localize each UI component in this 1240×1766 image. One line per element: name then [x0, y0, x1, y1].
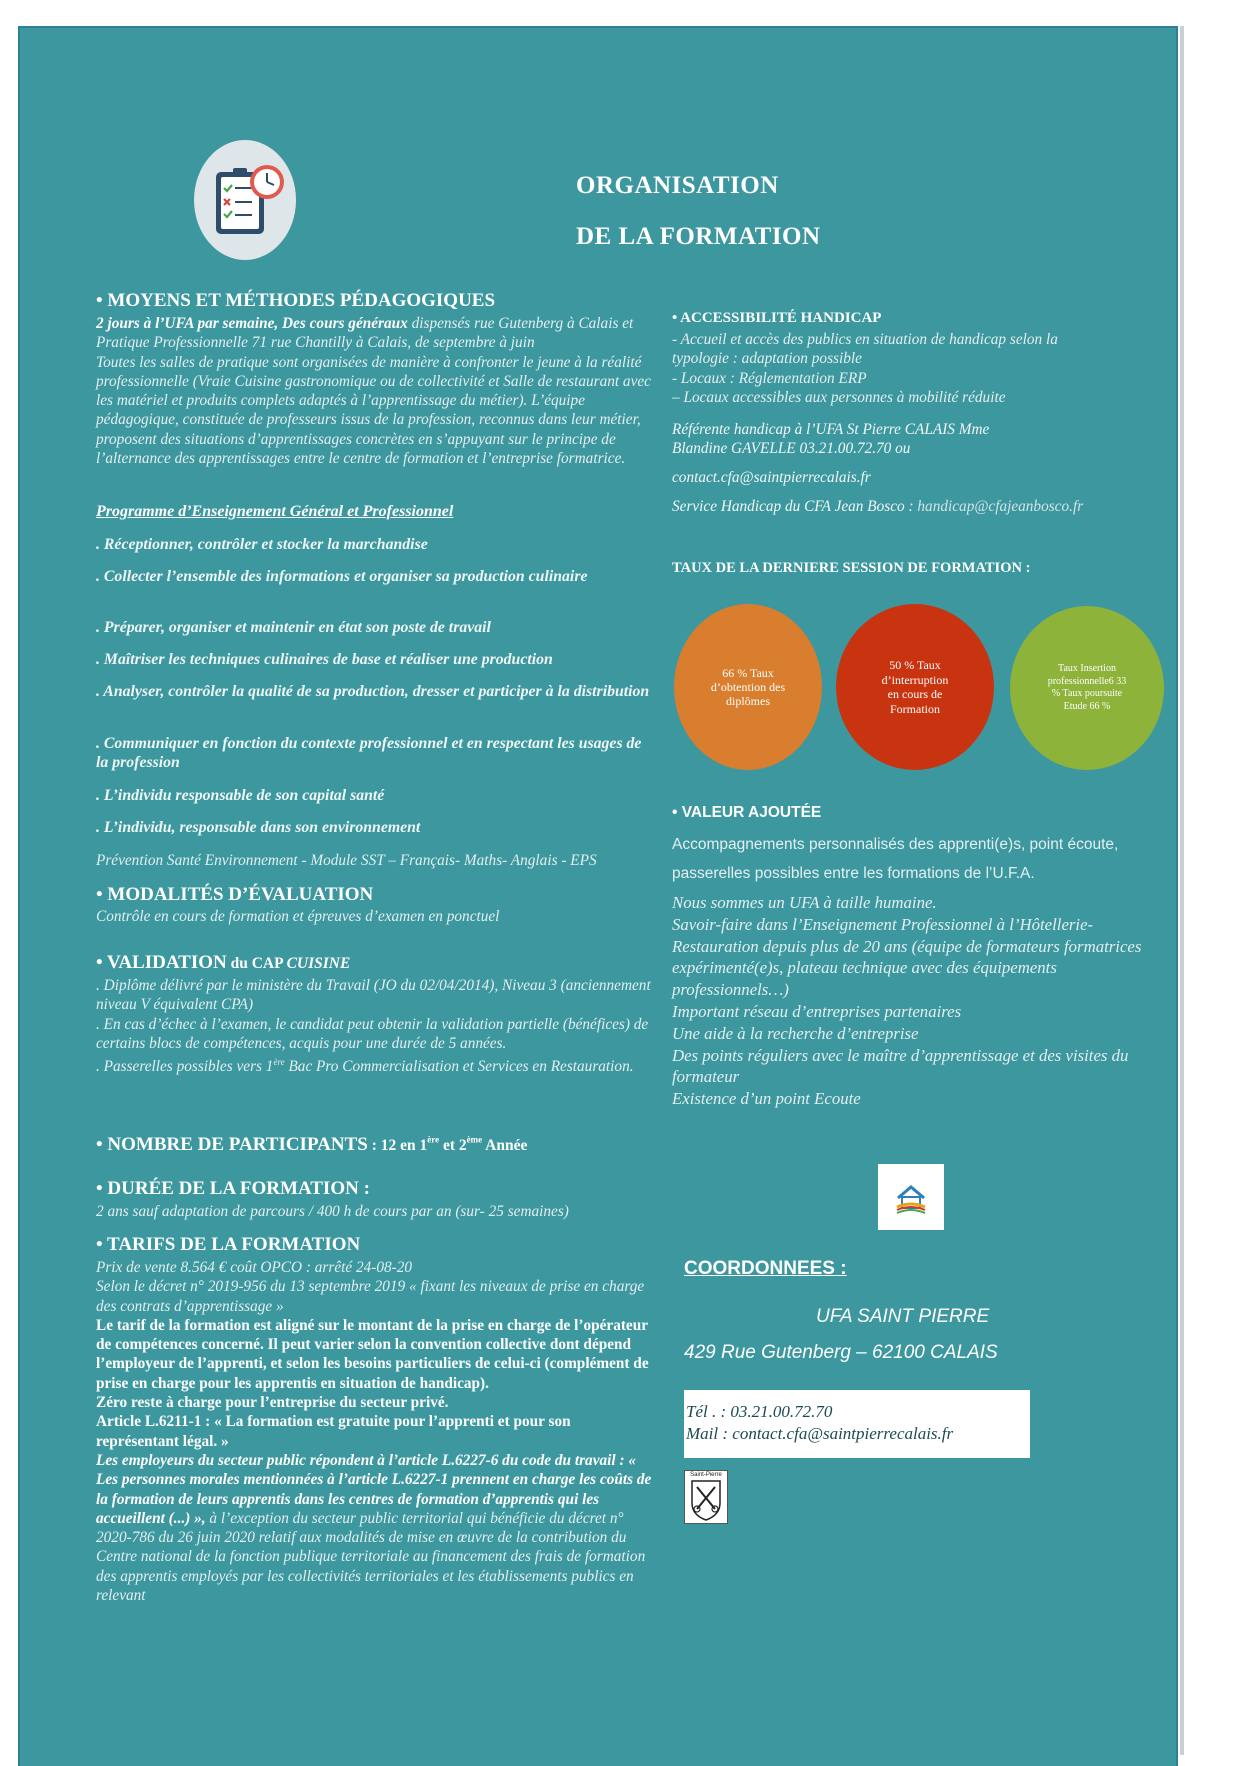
evaluation-heading: • MODALITÉS D’ÉVALUATION — [96, 884, 374, 905]
validation-passerelle-sup: ère — [273, 1057, 285, 1068]
contact-mail[interactable]: Mail : contact.cfa@saintpierrecalais.fr — [686, 1424, 954, 1443]
tarifs-line-2: Selon le décret n° 2019-956 du 13 septembre 2019 « fixant les niveaux de prise en charge des contrats d’apprentissage » — [96, 1278, 645, 1315]
page-title-line1: ORGANISATION — [576, 172, 779, 199]
panel-shadow — [1180, 26, 1184, 1755]
validation-text — [96, 976, 652, 1077]
tarifs-heading: • TARIFS DE LA FORMATION — [96, 1234, 361, 1255]
participants-sup1: ère — [427, 1134, 440, 1145]
validation-passerelle-pre: . Passerelles possibles vers 1 — [96, 1058, 274, 1076]
page-title-line2: DE LA FORMATION — [576, 223, 821, 250]
referente-text: Référente handicap à l’UFA St Pierre CALAIS Mme Blandine GAVELLE 03.21.00.72.70 ou — [672, 421, 990, 458]
crest-logo — [684, 1470, 728, 1524]
tarifs-bold-1: Le tarif de la formation est aligné sur le montant de la prise en charge de l’opérateur de compétences concerné. Il peut varier selon la convention collective dont dépend l’employeur de l’apprenti, et selon les besoins particuliers de celui-ci (complément de prise en charge pour les apprentis en situation de handicap). — [96, 1316, 649, 1392]
crest-label: Saint-Pierre — [690, 1472, 722, 1478]
programme-heading: Programme d’Enseignement Général et Professionnel — [96, 503, 454, 520]
valeur-item-2: Savoir-faire dans l’Enseignement Professionnel à l’Hôtellerie-Restauration depuis plus de 20 ans (équipe de formateurs formatrices expérimenté(e)s, plateau technique avec des équipements professionnels…) — [672, 914, 1142, 1000]
programme-item-6: . Communiquer en fonction du contexte professionnel et en respectant les usages de la profession — [96, 735, 642, 771]
valeur-item-4: Une aide à la recherche d’entreprise — [672, 1023, 919, 1043]
taux-circle-insertion — [1010, 606, 1164, 770]
tarifs-bold-2: Zéro reste à charge pour l’entreprise du secteur privé. — [96, 1394, 449, 1412]
taux-circle-interruption — [836, 604, 994, 770]
valeur-heading: • VALEUR AJOUTÉE — [672, 804, 822, 821]
evaluation-text: Contrôle en cours de formation et épreuves d’examen en ponctuel — [96, 908, 500, 925]
moyens-body: Toutes les salles de pratique sont organisées de manière à confronter le jeune à la réalité professionnelle (Vraie Cuisine gastronomique ou de collectivité et Salle de restaurant avec les matériel et produits complets adaptés à l’apprentissage du métier). L’équipe pédagogique, constituée de professeurs issus de la profession, reconnus dans leur métier, proposent des situations d’apprentissages concrètes en s’appuyant sur le principe de l’alternance des apprentissages entre le centre de formation et l’entreprise formatrice. — [96, 353, 651, 468]
contact-tel[interactable]: Tél . : 03.21.00.72.70 — [686, 1402, 833, 1421]
moyens-heading: • MOYENS ET MÉTHODES PÉDAGOGIQUES — [96, 290, 496, 311]
programme-item-4: . Maîtriser les techniques culinaires de base et réaliser une production — [96, 651, 553, 668]
programme-item-1: . Réceptionner, contrôler et stocker la marchandise — [96, 536, 428, 553]
participants-heading — [96, 1134, 527, 1156]
service-handicap — [672, 498, 1083, 516]
programme-item-3: . Préparer, organiser et maintenir en état son poste de travail — [96, 619, 491, 636]
duree-heading-text: • DURÉE DE LA FORMATION — [96, 1178, 359, 1199]
validation-heading-du: du CAP — [226, 955, 287, 972]
accessibilite-text — [672, 330, 1102, 407]
validation-line-1: . Diplôme délivré par le ministère du Travail (JO du 02/04/2014), Niveau 3 (anciennement niveau V équivalent CPA) — [96, 977, 651, 1014]
duree-heading — [96, 1178, 370, 1200]
validation-heading-main: • VALIDATION — [96, 952, 227, 973]
valeur-item-1: Nous sommes un UFA à taille humaine. — [672, 893, 937, 912]
tarifs-bold-4: Les employeurs du secteur public répondent à l’article L.6227-6 du code du travail : « Les personnes morales mentionnées à l’article L.6227-1 prennent en charge les coûts de la formation de leurs apprentis dans les centres de formation d’apprentis qui les accueillent (...) », — [96, 1451, 652, 1527]
tarifs-rest: à l’exception du secteur public territorial qui bénéficie du décret n° 2020-786 du 26 juin 2020 relatif aux modalités de mise en œuvre de la contribution du Centre national de la fonction publique territoriale au financement des frais de formation des apprentis employés par les collectivités territoriales et les établissements publics en relevant — [96, 1509, 646, 1605]
house-logo-icon — [878, 1164, 944, 1230]
moyens-lead-rest: dispensés rue Gutenberg à Calais et Pratique Professionnelle 71 rue Chantilly à Calais, de septembre à juin — [96, 315, 634, 352]
referente-email[interactable]: contact.cfa@saintpierrecalais.fr — [672, 469, 871, 486]
participants-pre: : 12 en 1 — [367, 1137, 428, 1154]
duree-text: 2 ans sauf adaptation de parcours / 400 h de cours par an (sur- 25 semaines) — [96, 1203, 569, 1220]
service-handicap-label: Service Handicap du CFA Jean Bosco : — [672, 498, 918, 515]
tarifs-bold-3: Article L.6211-1 : « La formation est gratuite pour l’apprenti et pour son représentant légal. » — [96, 1413, 571, 1450]
accessibilite-line-1: - Accueil et accès des publics en situation de handicap selon la typologie : adaptation possible — [672, 331, 1058, 368]
contact-box — [684, 1390, 1030, 1458]
validation-passerelle-post: Bac Pro Commercialisation et Services en Restauration. — [284, 1058, 634, 1076]
coordonnees-address: 429 Rue Gutenberg – 62100 CALAIS — [684, 1342, 998, 1363]
valeur-item-6: Existence d’un point Ecoute — [672, 1089, 861, 1109]
taux-heading: TAUX DE LA DERNIERE SESSION DE FORMATION : — [672, 560, 1031, 576]
valeur-item-3: Important réseau d’entreprises partenaires — [672, 1001, 962, 1021]
validation-heading — [96, 952, 350, 974]
moyens-text — [96, 314, 652, 468]
duree-colon: : — [358, 1178, 370, 1199]
validation-line-2: . En cas d’échec à l’examen, le candidat peut obtenir la validation partielle (bénéfices) de certains blocs de compétences, acquis pour une durée de 5 années. — [96, 1015, 649, 1052]
validation-heading-em: CUISINE — [286, 955, 351, 972]
tarifs-line-1: Prix de vente 8.564 € coût OPCO : arrêté 24-08-20 — [96, 1259, 413, 1276]
participants-sup2: ème — [466, 1134, 483, 1145]
tarifs-text — [96, 1258, 652, 1605]
taux-circle-insertion-text: Taux Insertion professionnelle6 33 % Taux poursuite Etude 66 % — [1047, 663, 1127, 712]
valeur-item-5: Des points réguliers avec le maître d’apprentissage et des visites du formateur — [672, 1045, 1129, 1087]
taux-circle-diplomes — [674, 604, 822, 770]
accessibilite-heading: • ACCESSIBILITÉ HANDICAP — [672, 310, 882, 326]
moyens-lead-bold: 2 jours à l’UFA par semaine, Des cours généraux — [96, 315, 408, 332]
coordonnees-name: UFA SAINT PIERRE — [816, 1306, 990, 1327]
programme-footer: Prévention Santé Environnement - Module SST – Français- Maths- Anglais - EPS — [96, 852, 597, 869]
valeur-list — [672, 892, 1152, 1110]
service-handicap-email[interactable]: handicap@cfajeanbosco.fr — [917, 498, 1084, 515]
programme-item-7: . L’individu responsable de son capital santé — [96, 787, 385, 804]
valeur-intro: Accompagnements personnalisés des apprenti(e)s, point écoute, passerelles possibles entre les formations de l’U.F.A. — [672, 836, 1119, 882]
checklist-clock-icon — [194, 140, 296, 260]
programme-item-5: . Analyser, contrôler la qualité de sa production, dresser et participer à la distribution — [96, 683, 650, 700]
taux-circle-interruption-text: 50 % Taux d’interruption en cours de Formation — [881, 658, 949, 716]
programme-item-2: . Collecter l’ensemble des informations et organiser sa production culinaire — [96, 568, 588, 585]
coordonnees-heading: COORDONNEES : — [684, 1258, 847, 1279]
participants-heading-text: • NOMBRE DE PARTICIPANTS — [96, 1134, 368, 1155]
programme-item-8: . L’individu, responsable dans son environnement — [96, 819, 421, 836]
accessibilite-line-2: - Locaux : Réglementation ERP — [672, 369, 867, 387]
accessibilite-line-3: – Locaux accessibles aux personnes à mobilité réduite — [672, 388, 1006, 406]
participants-post: Année — [482, 1137, 528, 1154]
taux-circle-diplomes-text: 66 % Taux d’obtention des diplômes — [710, 666, 786, 708]
participants-mid: et 2 — [439, 1137, 467, 1154]
